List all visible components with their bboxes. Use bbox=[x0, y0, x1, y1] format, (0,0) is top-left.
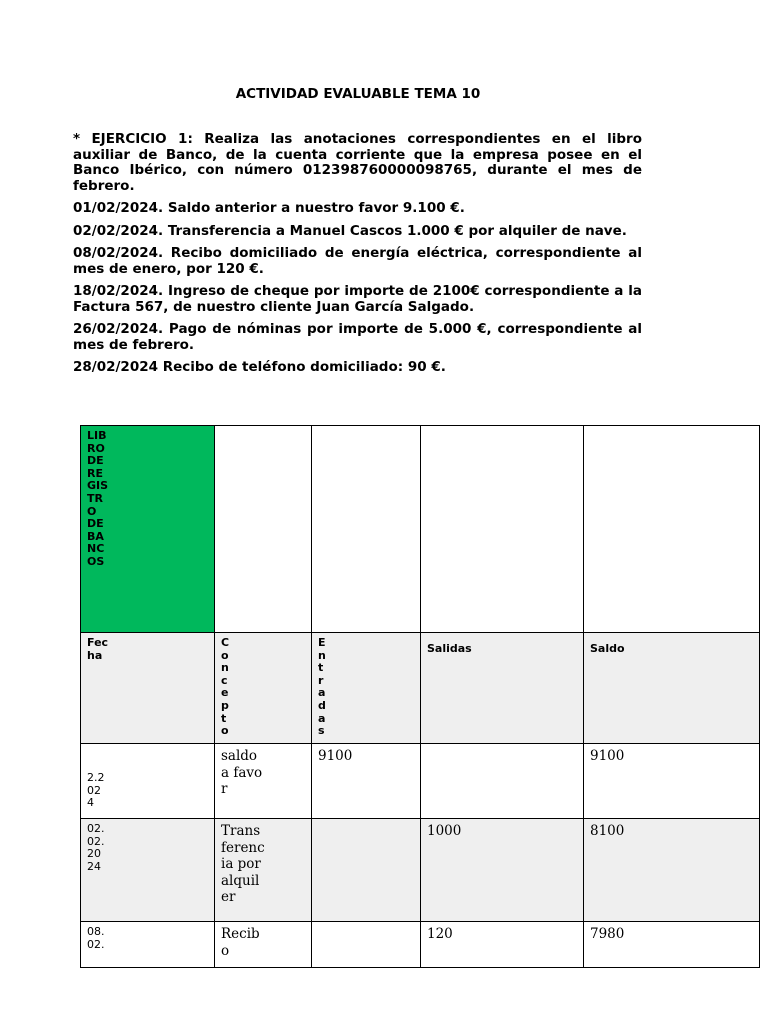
cell-concepto bbox=[215, 744, 312, 819]
row-date: 2.2024 bbox=[87, 771, 105, 810]
empty-cell bbox=[421, 426, 584, 633]
cell-entradas bbox=[312, 922, 421, 968]
entry-line: 28/02/2024 Recibo de teléfono domiciliado: 90 €. bbox=[73, 359, 446, 375]
entry-line: 26/02/2024. Pago de nóminas por importe de 5.000 €, correspondiente al mes de febrero. bbox=[73, 321, 642, 353]
exercise-statement: * EJERCICIO 1: Realiza las anotaciones correspondientes en el libro auxiliar de Banco, de la cuenta corriente que la empresa posee en el Banco Ibérico, con número 012398760000098765, durante el mes de febrero. bbox=[73, 131, 642, 194]
header-concepto: Concepto bbox=[221, 636, 230, 738]
ledger-title-cell bbox=[81, 426, 215, 633]
ledger-title-row bbox=[81, 426, 760, 633]
table-row bbox=[81, 819, 760, 922]
cell-entradas: 9100 bbox=[312, 744, 421, 819]
bank-ledger-table bbox=[80, 425, 760, 968]
cell-fecha bbox=[81, 744, 215, 819]
header-cell bbox=[215, 633, 312, 744]
entry-line: 18/02/2024. Ingreso de cheque por importe de 2100€ correspondiente a la Factura 567, de nuestro cliente Juan García Salgado. bbox=[73, 283, 642, 315]
empty-cell bbox=[215, 426, 312, 633]
header-cell bbox=[421, 633, 584, 744]
document-title: ACTIVIDAD EVALUABLE TEMA 10 bbox=[235, 86, 481, 102]
header-cell bbox=[81, 633, 215, 744]
row-date: 08.02. bbox=[87, 926, 105, 951]
cell-fecha bbox=[81, 922, 215, 968]
header-salidas: Salidas bbox=[427, 642, 472, 655]
empty-cell bbox=[584, 426, 760, 633]
ledger-title: LIBRO DE REGISTRO DE BANCOS bbox=[87, 429, 109, 568]
cell-saldo: 8100 bbox=[584, 819, 760, 922]
header-entradas: Entradas bbox=[318, 636, 326, 738]
table-row bbox=[81, 922, 760, 968]
table-row bbox=[81, 744, 760, 819]
cell-salidas: 120 bbox=[421, 922, 584, 968]
header-cell bbox=[312, 633, 421, 744]
cell-saldo: 7980 bbox=[584, 922, 760, 968]
cell-fecha bbox=[81, 819, 215, 922]
header-fecha: Fecha bbox=[87, 636, 109, 662]
header-saldo: Saldo bbox=[590, 642, 625, 655]
cell-entradas bbox=[312, 819, 421, 922]
entry-line: 01/02/2024. Saldo anterior a nuestro favor 9.100 €. bbox=[73, 200, 465, 216]
row-concept: saldo a favor bbox=[221, 748, 263, 797]
cell-salidas: 1000 bbox=[421, 819, 584, 922]
cell-concepto bbox=[215, 819, 312, 922]
row-date: 02.02.2024 bbox=[87, 822, 105, 873]
cell-concepto bbox=[215, 922, 312, 968]
entry-line: 02/02/2024. Transferencia a Manuel Cascos 1.000 € por alquiler de nave. bbox=[73, 222, 627, 239]
empty-cell bbox=[312, 426, 421, 633]
row-concept: Transferencia por alquiler bbox=[221, 823, 265, 905]
ledger-header-row bbox=[81, 633, 760, 744]
cell-salidas bbox=[421, 744, 584, 819]
cell-saldo: 9100 bbox=[584, 744, 760, 819]
header-cell bbox=[584, 633, 760, 744]
row-concept: Recibo bbox=[221, 926, 260, 959]
entry-line: 08/02/2024. Recibo domiciliado de energía eléctrica, correspondiente al mes de enero, por 120 €. bbox=[73, 245, 642, 277]
exercise-text bbox=[73, 132, 642, 383]
